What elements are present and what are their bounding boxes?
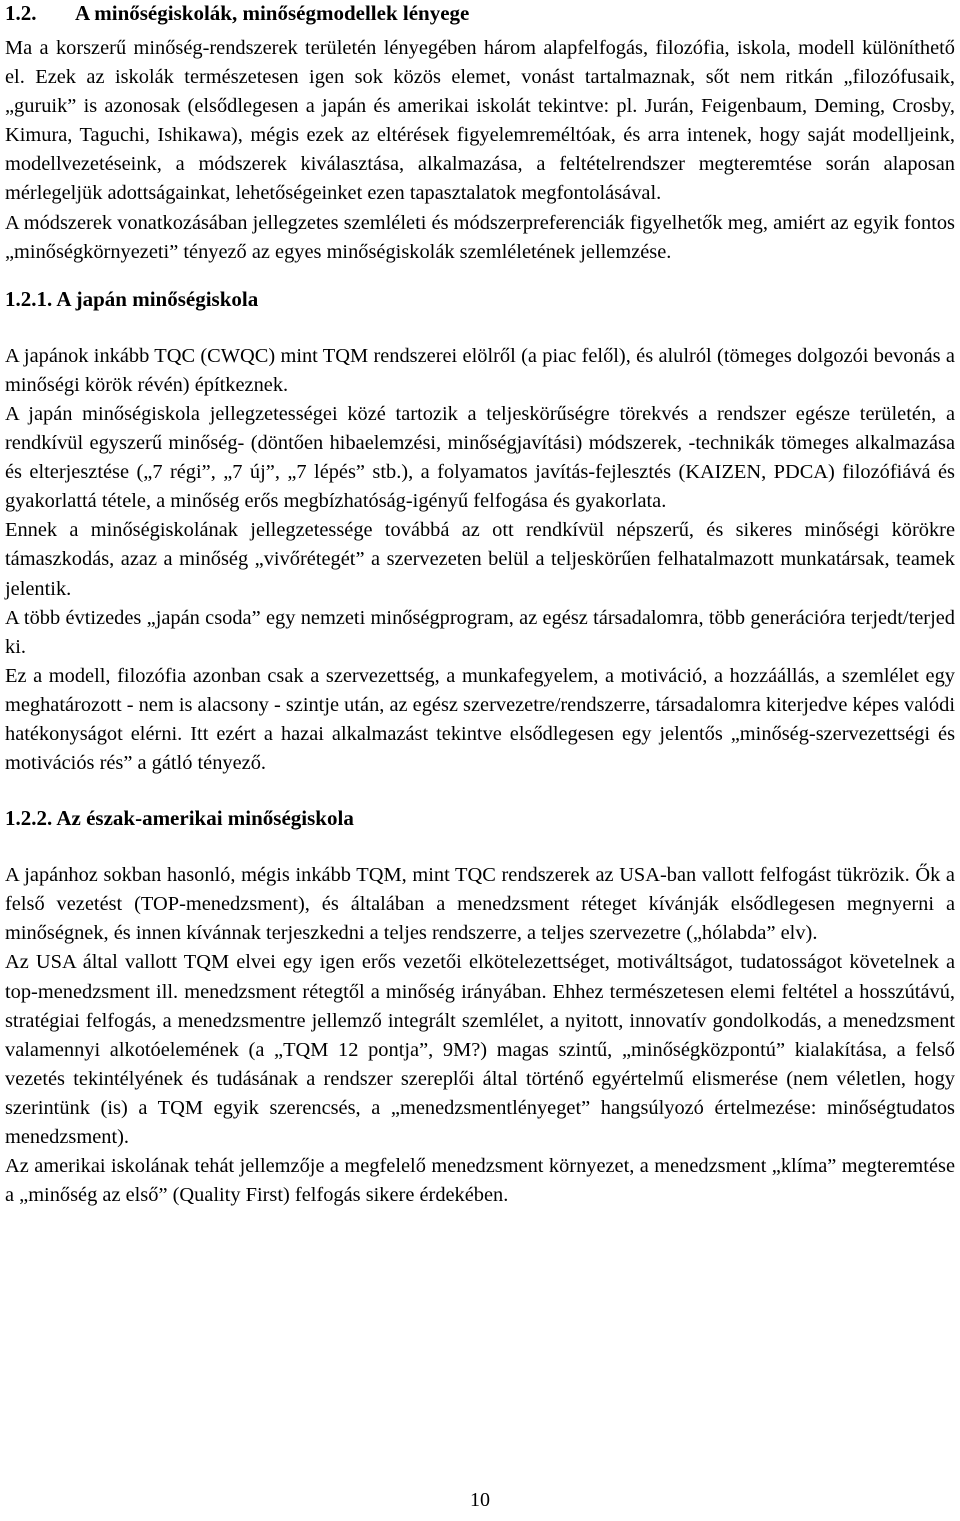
japan-paragraph-1: A japánok inkább TQC (CWQC) mint TQM rendszerei elölről (a piac felől), és alulról (tömeges dolgozói bevonás a minőségi körök révén) építkeznek. xyxy=(5,344,955,396)
usa-paragraph-1: A japánhoz sokban hasonló, mégis inkább TQM, mint TQC rendszerek az USA-ban vallott felfogást tükrözik. Ők a felső vezetést (TOP-menedzsment), és általában a menedzsment réteget kívánják elsődlegesen megnyerni a minőségnek, és innen kívánnak terjeszkedni a teljes rendszerre, a teljes szervezetre („hólabda” elv). xyxy=(5,864,955,945)
document-page xyxy=(5,0,955,1210)
japan-paragraph-3: Ennek a minőségiskolának jellegzetessége továbbá az ott rendkívül népszerű, és sikeres minőségi körökre támaszkodás, azaz a minőség „vivőrétegét” a szervezeten belül a teljeskörűen felhatalmazott munkatársak, teamek jelentik. xyxy=(5,519,955,600)
section-title: A minőségiskolák, minőségmodellek lényege xyxy=(75,1,470,25)
intro-paragraph-1: Ma a korszerű minőség-rendszerek területén lényegében három alapfelfogás, filozófia, iskola, modell különíthető el. Ezek az iskolák természetesen igen sok közös elemet, vonást tartalmaznak, sőt nem ritkán „filozófusaik, „guruik” is azonosak (elsődlegesen a japán és amerikai iskolát tekintve: pl. Jurán, Feigenbaum, Deming, Crosby, Kimura, Taguchi, Ishikawa), mégis ezek az eltérések figyelemreméltóak, és arra intenek, hogy saját modelljeink, modellvezetéseink, a módszerek kiválasztása, alkalmazása, a feltételrendszer megteremtése során alaposan mérlegeljük adottságainkat, lehetőségeinket ezen tapasztalatok megfontolásával. xyxy=(5,37,955,205)
japan-paragraph-2: A japán minőségiskola jellegzetességei közé tartozik a teljeskörűségre törekvés a rendszer egésze területén, a rendkívül egyszerű minőség- (döntően hibaelemzési, minőségjavítási) módszerek, -technikák tömeges alkalmazása és elterjesztése („7 régi”, „7 új”, „7 lépés” stb.), a folyamatos javítás-fejlesztés (KAIZEN, PDCA) filozófiává és gyakorlattá tétele, a minőség erős megbízhatóság-igényű felfogása és gyakorlata. xyxy=(5,402,955,513)
intro-paragraph-2: A módszerek vonatkozásában jellegzetes szemléleti és módszerpreferenciák figyelhetők meg, amiért az egyik fontos „minőségkörnyezeti” tényező az egyes minőségiskolák szemléletének jellemzése. xyxy=(5,211,955,263)
japan-paragraph-4: A több évtizedes „japán csoda” egy nemzeti minőségprogram, az egész társadalomra, több generációra terjedt/terjed ki. xyxy=(5,606,955,658)
spacer xyxy=(5,833,955,861)
page-number: 10 xyxy=(470,1489,490,1511)
usa-paragraph-3: Az amerikai iskolának tehát jellemzője a megfelelő menedzsment környezet, a menedzsment „klíma” megteremtése a „minőség az első” (Quality First) felfogás sikere érdekében. xyxy=(5,1155,955,1207)
section-number: 1.2. xyxy=(5,1,37,25)
spacer xyxy=(5,778,955,804)
subsection-heading-usa: 1.2.2. Az észak-amerikai minőségiskola xyxy=(5,806,354,831)
japan-paragraph-5: Ez a modell, filozófia azonban csak a szervezettség, a munkafegyelem, a motiváció, a hozzáállás, a szemlélet egy meghatározott - nem is alacsony - szintje után, az egész szervezetre/rendszerre, társadalomra kiterjedve képes valódi hatékonyságot elérni. Itt ezért a hazai alkalmazást tekintve elsődlegesen egy jelentős „minőség-szervezettségi és motivációs rés” a gátló tényező. xyxy=(5,664,955,775)
section-heading xyxy=(5,0,955,34)
usa-paragraph-2: Az USA által vallott TQM elvei egy igen erős vezetői elkötelezettséget, motiváltságot, tudatosságot követelnek a top-menedzsment ill. menedzsment rétegtől a minőség irányában. Ehhez természetesen elemi feltétel a hosszútávú, stratégiai felfogás, a menedzsmentre jellemző integrált szemlélet, a nyitott, innovatív gondolkodás, a menedzsment valamennyi alkotóelemének (a „TQM 12 pontja”, 9M?) magas szintű, „minőségközpontú” kialakítása, a felső vezetés tekintélyének és tudásának a rendszer szereplői által történő egyértelmű elismerése (nem véletlen, hogy szerintünk (is) a TQM egyik szerencsés, a „menedzsmentlényeget” hangsúlyozó értelmezése: minőségtudatos menedzsment). xyxy=(5,951,955,1148)
spacer xyxy=(5,314,955,342)
subsection-heading-japan: 1.2.1. A japán minőségiskola xyxy=(5,286,259,311)
spacer xyxy=(5,267,955,285)
